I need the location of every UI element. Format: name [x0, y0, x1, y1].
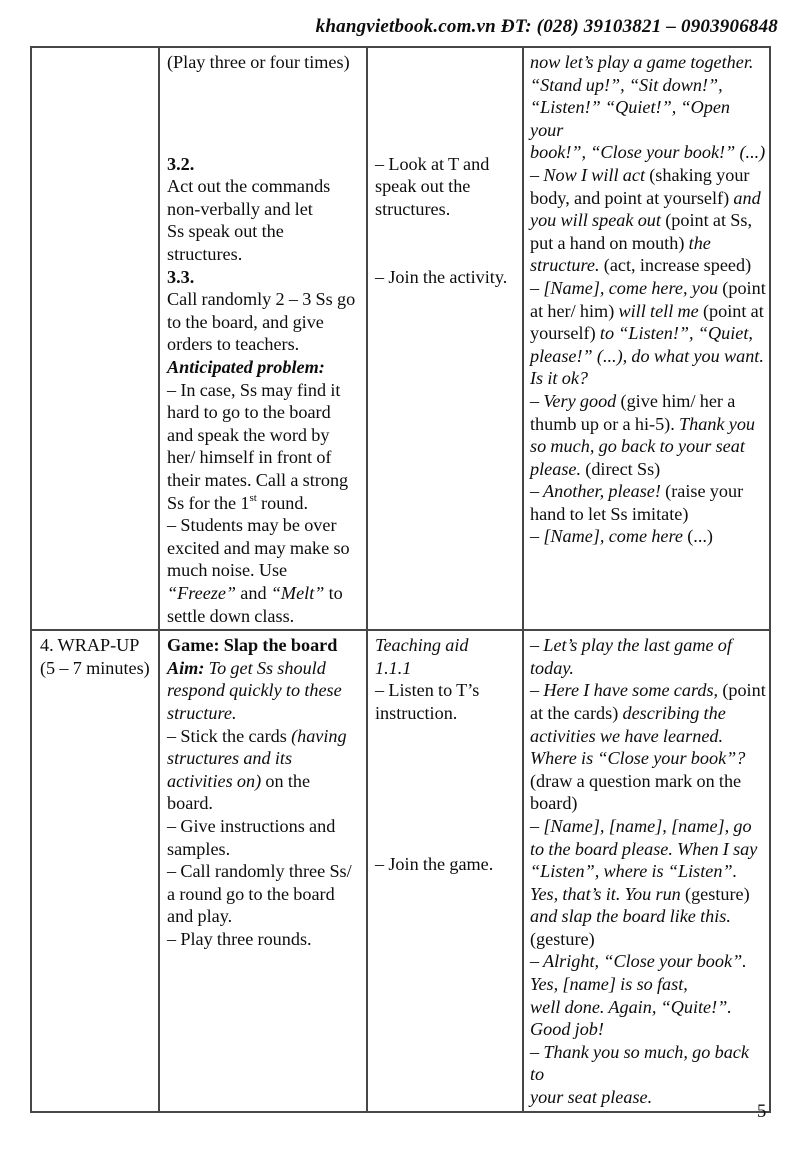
paragraph: – Now I will act (shaking your body, and point at yourself) and you will speak out (point at Ss, put a hand on mouth) the structure. (act, increase speed): [530, 164, 761, 276]
stage-cell: [31, 47, 159, 630]
header-text: khangvietbook.com.vn ĐT: (028) 39103821 – 0903906848: [315, 16, 778, 37]
paragraph: – Join the activity.: [375, 266, 508, 287]
paragraph: Anticipated problem:: [167, 357, 325, 378]
student-activities-cell: [367, 47, 523, 630]
stage-cell: [31, 630, 159, 1111]
page-header: [0, 16, 778, 38]
paragraph: – Here I have some cards, (point at the cards) describing the activities we have learned. Where is “Close your book”? (draw a question mark on the board): [530, 680, 766, 814]
paragraph: – Very good (give him/ her a thumb up or a hi-5). Thank you so much, go back to your seat please. (direct Ss): [530, 390, 756, 479]
paragraph: – [Name], come here (...): [530, 526, 713, 547]
table-row-wrap-up: [31, 630, 770, 1111]
teacher-language-cell: [523, 47, 770, 630]
paragraph: – In case, Ss may find it hard to go to the board and speak the word by her/ himself in front of their mates. Call a strong Ss for the 1st round.: [167, 379, 349, 513]
paragraph: – Thank you so much, go back to your seat please.: [530, 1041, 749, 1108]
paragraph: – Play three rounds.: [167, 928, 312, 949]
paragraph: – Give instructions and samples.: [167, 815, 336, 859]
paragraph: now let’s play a game together. “Stand up!”, “Sit down!”, “Listen!” “Quiet!”, “Open your book!”, “Close your book!” (...): [530, 52, 766, 163]
paragraph: Aim: To get Ss should respond quickly to these structure.: [167, 657, 342, 723]
paragraph: Act out the commands non-verbally and let Ss speak out the structures.: [167, 176, 331, 265]
paragraph: – Stick the cards (having structures and its activities on) on the board.: [167, 725, 347, 814]
paragraph: – [Name], [name], [name], go to the board please. When I say “Listen”, where is “Listen”. Yes, that’s it. You run (gesture) and slap the board like this. (gesture): [530, 815, 758, 949]
paragraph: – Students may be over excited and may make so much noise. Use “Freeze” and “Melt” to settle down class.: [167, 515, 350, 626]
paragraph: (5 – 7 minutes): [40, 657, 150, 678]
paragraph: – [Name], come here, you (point at her/ him) will tell me (point at yourself) to “Listen!”, “Quiet, please!” (...), do what you want. Is it ok?: [530, 277, 766, 389]
paragraph: – Look at T and speak out the structures.: [375, 153, 490, 219]
teacher-activities-cell: [159, 630, 367, 1111]
paragraph: Teaching aid 1.1.1: [375, 635, 469, 678]
paragraph: 4. WRAP-UP: [40, 635, 140, 656]
student-activities-cell: [367, 630, 523, 1111]
paragraph: 3.3.: [167, 266, 195, 287]
paragraph: – Call randomly three Ss/ a round go to the board and play.: [167, 861, 352, 927]
paragraph: – Alright, “Close your book”. Yes, [name] is so fast, well done. Again, “Quite!”. Good job!: [530, 951, 747, 1040]
paragraph: – Another, please! (raise your hand to let Ss imitate): [530, 481, 744, 524]
teacher-language-cell: [523, 630, 770, 1111]
paragraph: Call randomly 2 – 3 Ss go to the board, and give orders to teachers.: [167, 289, 356, 355]
paragraph: 3.2.: [167, 153, 195, 174]
teacher-activities-cell: [159, 47, 367, 630]
paragraph: – Listen to T’s instruction.: [375, 680, 480, 723]
paragraph: Game: Slap the board: [167, 635, 338, 656]
paragraph: – Let’s play the last game of today.: [530, 635, 732, 678]
paragraph: (Play three or four times): [167, 52, 350, 72]
paragraph: – Join the game.: [375, 854, 494, 875]
lesson-plan-table: [30, 46, 771, 1113]
page-number: 5: [757, 1102, 767, 1122]
table-row-activity-3: [31, 47, 770, 630]
